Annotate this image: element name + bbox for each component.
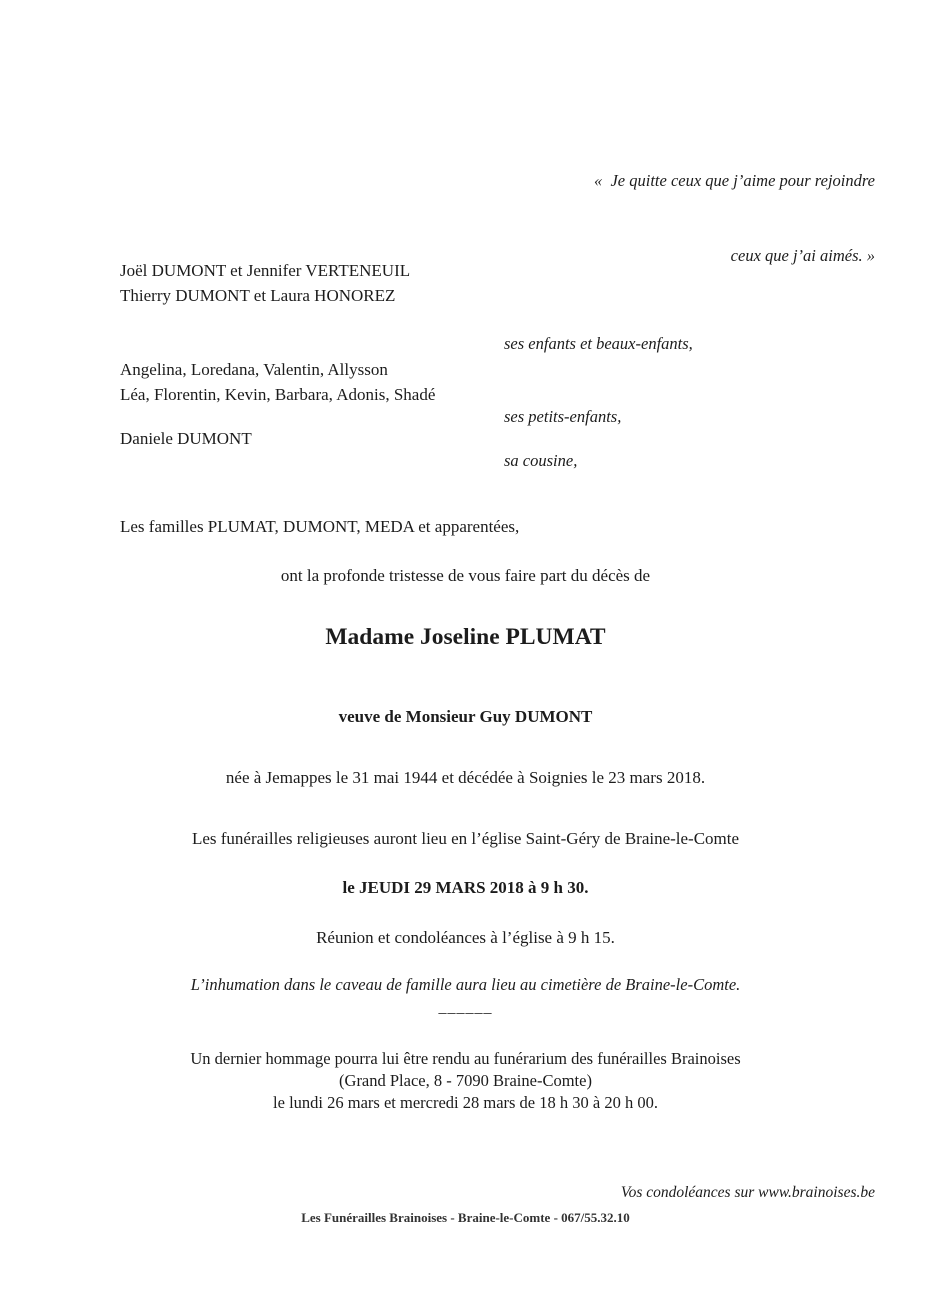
grandchildren-name-line: Angelina, Loredana, Valentin, Allysson <box>120 360 388 379</box>
tribute-block <box>0 1048 931 1114</box>
families-line: Les familles PLUMAT, DUMONT, MEDA et apparentées, <box>120 517 520 536</box>
opening-quote <box>594 118 875 318</box>
children-name-line: Joël DUMONT et Jennifer VERTENEUIL <box>120 261 411 280</box>
funeral-home-footer: Les Funérailles Brainoises - Braine-le-Comte - 067/55.32.10 <box>301 1210 630 1225</box>
tribute-line-1: Un dernier hommage pourra lui être rendu au funérarium des funérailles Brainoises <box>190 1049 741 1068</box>
funeral-location-line: Les funérailles religieuses auront lieu en l’église Saint-Géry de Braine-le-Comte <box>191 829 740 848</box>
children-name-line: Thierry DUMONT et Laura HONOREZ <box>120 286 396 305</box>
tribute-line-2: (Grand Place, 8 - 7090 Braine-Comte) <box>339 1071 592 1090</box>
deceased-name-title: Madame Joseline PLUMAT <box>325 624 606 650</box>
cousin-name: Daniele DUMONT <box>120 429 252 448</box>
children-names <box>120 258 410 308</box>
quote-line-2: ceux que j’ai aimés. » <box>730 246 875 265</box>
children-relation-label: ses enfants et beaux-enfants, <box>504 334 693 353</box>
cousin-relation-label: sa cousine, <box>504 451 578 470</box>
burial-line: L’inhumation dans le caveau de famille aura lieu au cimetière de Braine-le-Comte. <box>190 975 741 994</box>
separator-dashes: ______ <box>438 999 493 1016</box>
announcement-line: ont la profonde tristesse de vous faire part du décès de <box>280 566 651 585</box>
gathering-line: Réunion et condoléances à l’église à 9 h 15. <box>316 928 615 947</box>
tribute-line-3: le lundi 26 mars et mercredi 28 mars de 18 h 30 à 20 h 00. <box>273 1093 658 1112</box>
grandchildren-names <box>120 357 435 407</box>
funeral-date-line: le JEUDI 29 MARS 2018 à 9 h 30. <box>342 878 589 897</box>
birth-death-line: née à Jemappes le 31 mai 1944 et décédée à Soignies le 23 mars 2018. <box>225 768 706 787</box>
quote-line-1: « Je quitte ceux que j’aime pour rejoindre <box>593 171 875 190</box>
grandchildren-relation-label: ses petits-enfants, <box>504 407 622 426</box>
condolences-website-line: Vos condoléances sur www.brainoises.be <box>620 1184 875 1201</box>
grandchildren-name-line: Léa, Florentin, Kevin, Barbara, Adonis, Shadé <box>120 385 436 404</box>
widow-line: veuve de Monsieur Guy DUMONT <box>338 707 593 726</box>
